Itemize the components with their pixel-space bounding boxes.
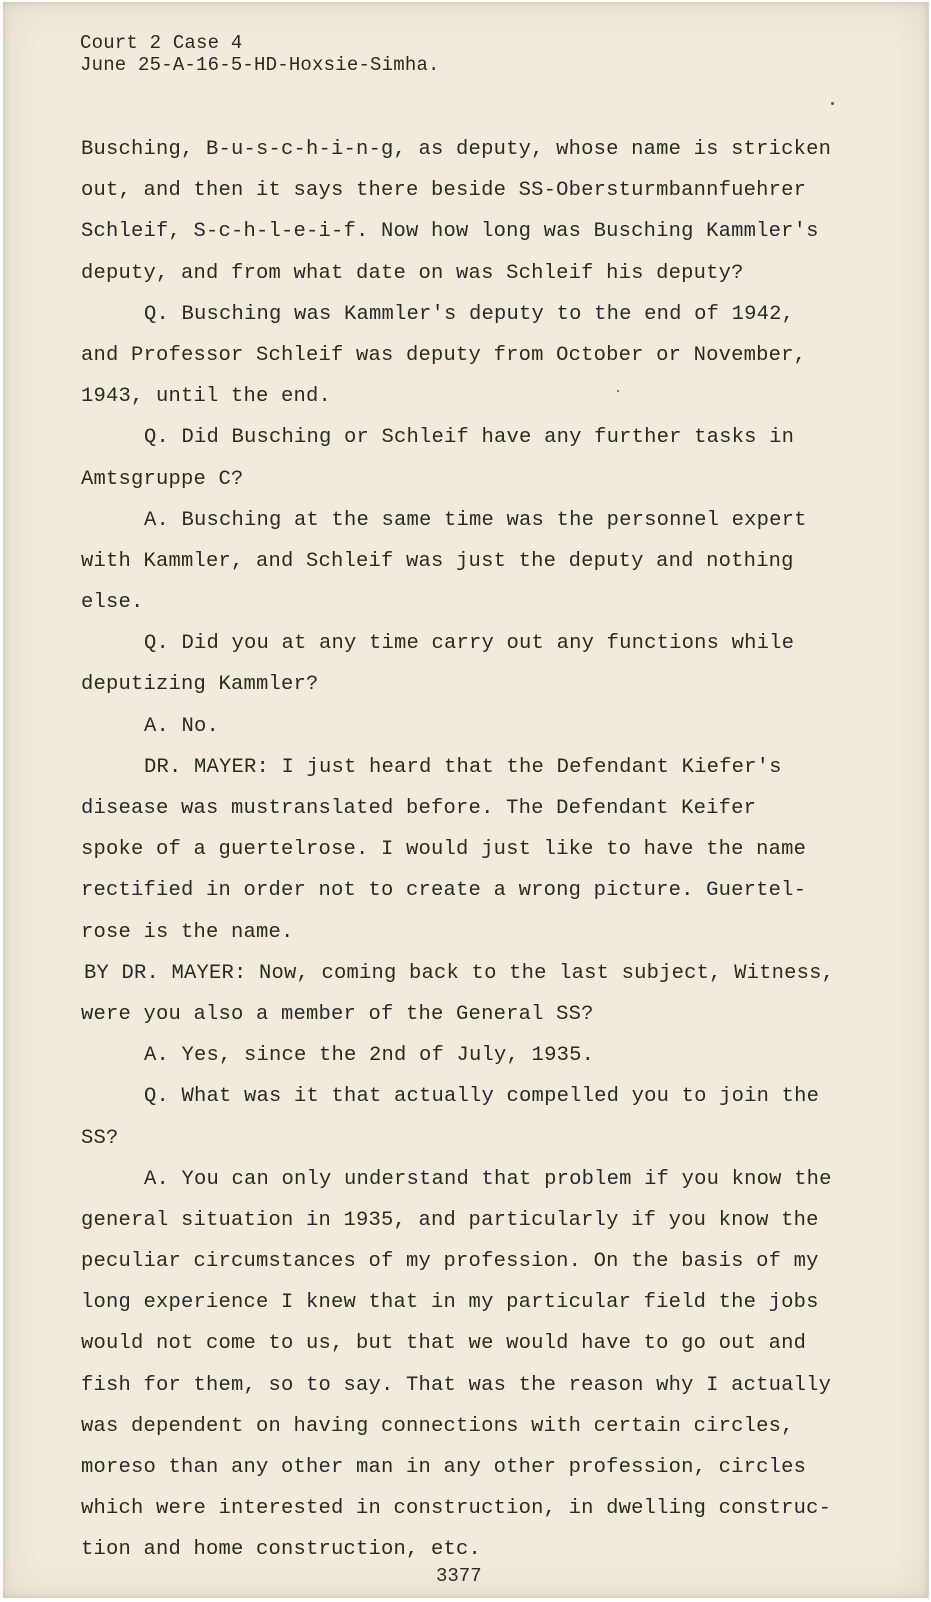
transcript-line: 1943, until the end. (81, 385, 332, 409)
transcript-line: rectified in order not to create a wrong picture. Guertel- (81, 879, 807, 903)
transcript-line: else. (81, 591, 144, 615)
transcript-line: Q. Did Busching or Schleif have any further tasks in (144, 426, 795, 450)
transcript-line: A. Yes, since the 2nd of July, 1935. (144, 1044, 595, 1068)
transcript-line: out, and then it says there beside SS-Obersturmbannfuehrer (81, 179, 807, 203)
transcript-line: A. You can only understand that problem if you know the (144, 1167, 832, 1191)
transcript-line: were you also a member of the General SS? (81, 1002, 594, 1026)
document-page (3, 2, 929, 1598)
transcript-line: Q. What was it that actually compelled you to join the (144, 1085, 820, 1109)
transcript-line: spoke of a guertelrose. I would just like to have the name (81, 838, 807, 862)
transcript-line: deputizing Kammler? (81, 673, 319, 697)
transcript-line: was dependent on having connections with certain circles, (81, 1414, 794, 1438)
transcript-line: would not come to us, but that we would have to go out and (81, 1332, 807, 1356)
transcript-line: fish for them, so to say. That was the reason why I actually (81, 1373, 832, 1397)
transcript-line: BY DR. MAYER: Now, coming back to the last subject, Witness, (84, 961, 835, 985)
document-header (80, 32, 440, 76)
paper-speck (831, 102, 834, 105)
transcript-line: DR. MAYER: I just heard that the Defendant Kiefer's (144, 755, 782, 779)
transcript-line: with Kammler, and Schleif was just the deputy and nothing (81, 549, 794, 573)
transcript-line: peculiar circumstances of my profession. On the basis of my (81, 1250, 819, 1274)
paper-speck (617, 390, 619, 392)
transcript-line: Q. Did you at any time carry out any functions while (144, 632, 795, 656)
transcript-line: which were interested in construction, in dwelling construc- (81, 1497, 832, 1521)
transcript-line: tion and home construction, etc. (81, 1538, 482, 1562)
transcript-line: rose is the name. (81, 920, 294, 944)
transcript-line: A. Busching at the same time was the personnel expert (144, 508, 807, 532)
transcript-line: Schleif, S-c-h-l-e-i-f. Now how long was Busching Kammler's (81, 220, 819, 244)
page-number: 3377 (436, 1565, 482, 1587)
transcript-line: general situation in 1935, and particularly if you know the (81, 1208, 819, 1232)
transcript-line: SS? (81, 1126, 119, 1150)
header-session-line: June 25-A-16-5-HD-Hoxsie-Simha. (80, 54, 440, 76)
transcript-line: moreso than any other man in any other profession, circles (81, 1456, 807, 1479)
transcript-line: and Professor Schleif was deputy from October or November, (81, 343, 807, 367)
transcript-line: A. No. (144, 714, 220, 738)
transcript-line: disease was mustranslated before. The Defendant Keifer (81, 797, 757, 820)
transcript-line: Amtsgruppe C? (81, 467, 244, 491)
header-case-line: Court 2 Case 4 (80, 32, 243, 54)
transcript-line: Q. Busching was Kammler's deputy to the end of 1942, (144, 302, 795, 326)
transcript-line: deputy, and from what date on was Schleif his deputy? (81, 261, 744, 285)
transcript-line: long experience I knew that in my particular field the jobs (81, 1291, 819, 1315)
transcript-line: Busching, B-u-s-c-h-i-n-g, as deputy, whose name is stricken (81, 138, 832, 161)
transcript-body (81, 129, 841, 1571)
